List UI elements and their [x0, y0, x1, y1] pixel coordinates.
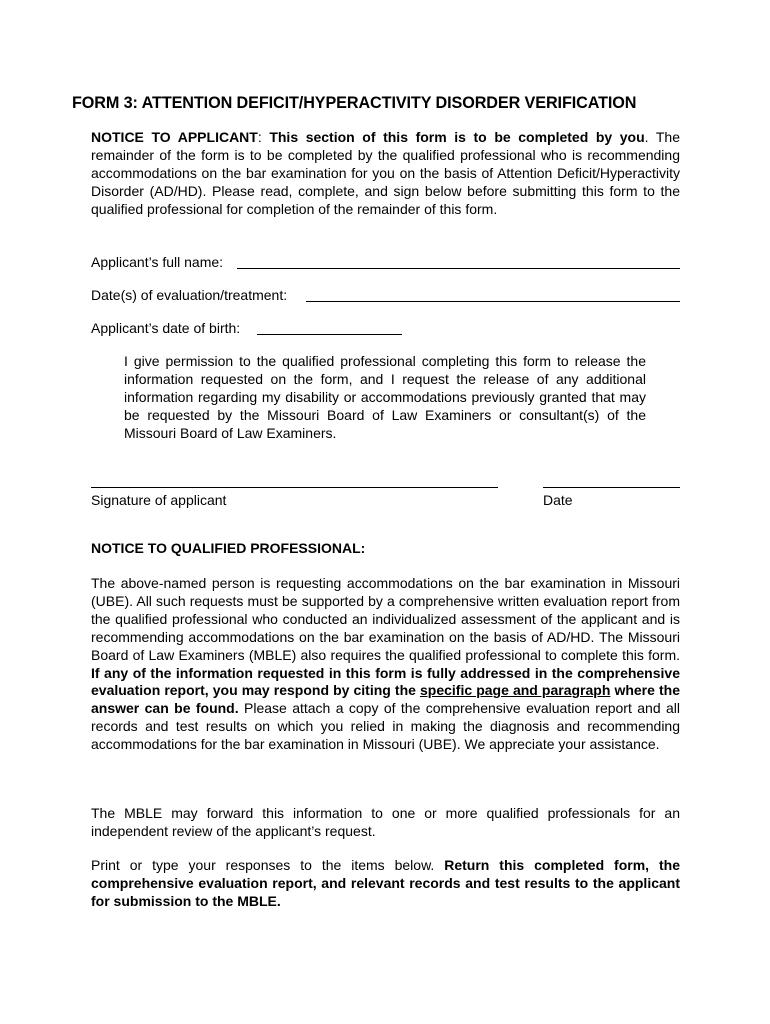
signature-date-label: Date — [543, 492, 573, 508]
professional-notice-text: The above-named person is requesting accommodations on the bar examination in Missouri (UBE). All such requests must be supported by a comprehensive written evaluation report from the qualified professional who conducted an individualized assessment of the applicant and is recommending accommodations on the bar examination on the basis of AD/HD. The Missouri Board of Law Examiners (MBLE) also requires the qualified professional to complete this form. — [91, 575, 680, 663]
professional-notice-paragraph — [91, 575, 680, 754]
mble-forward-paragraph: The MBLE may forward this information to one or more qualified professionals for an independent review of the applicant’s request. — [91, 805, 680, 839]
applicant-notice-paragraph — [91, 129, 680, 219]
professional-notice-heading: NOTICE TO QUALIFIED PROFESSIONAL: — [91, 540, 366, 556]
full-name-label: Applicant’s full name: — [91, 254, 224, 270]
applicant-notice-label: NOTICE TO APPLICANT — [91, 129, 258, 145]
professional-notice-emphasis-b: where the answer can be found. — [91, 682, 680, 717]
return-instructions-paragraph — [91, 857, 680, 911]
evaluation-dates-label: Date(s) of evaluation/treatment: — [91, 287, 288, 303]
applicant-notice-colon: : — [257, 129, 270, 145]
return-instructions-emphasis: Return this completed form, the comprehensive evaluation report, and relevant records and test results to the applicant for submission to the MBLE. — [91, 857, 680, 909]
signature-input-line[interactable] — [91, 487, 498, 488]
return-instructions-text: Print or type your responses to the items below. — [91, 857, 445, 873]
signature-date-input-line[interactable] — [543, 487, 680, 488]
form-title: FORM 3: ATTENTION DEFICIT/HYPERACTIVITY DISORDER VERIFICATION — [72, 94, 637, 112]
date-of-birth-label: Applicant’s date of birth: — [91, 320, 241, 336]
evaluation-dates-input-line[interactable] — [306, 301, 680, 302]
date-of-birth-input-line[interactable] — [257, 334, 402, 335]
applicant-notice-emphasis: This section of this form is to be completed by you — [269, 129, 645, 145]
professional-notice-tail: Please attach a copy of the comprehensive evaluation report and all records and test results on which you relied in making the diagnosis and recommending accommodations for the bar examination in Missouri (UBE). We appreciate your assistance. — [91, 700, 680, 753]
professional-notice-emphasis-a: If any of the information requested in this form is fully addressed in the comprehensive evaluation report, you may respond by citing the — [91, 664, 680, 699]
signature-label: Signature of applicant — [91, 492, 227, 508]
specific-page-paragraph-emphasis: specific page and paragraph — [419, 682, 611, 699]
full-name-input-line[interactable] — [237, 268, 680, 269]
permission-paragraph: I give permission to the qualified professional completing this form to release the information requested on the form, and I request the release of any additional information regarding my disability or accommodations previously granted that may be requested by the Missouri Board of Law Examiners or consultant(s) of the Missouri Board of Law Examiners. — [124, 353, 646, 441]
applicant-notice-body: . The remainder of the form is to be completed by the qualified professional who is recommending accommodations on the bar examination for you on the basis of Attention Deficit/Hyperactivity Disorder (AD/HD). Please read, complete, and sign below before submitting this form to the qualified professional for completion of the remainder of this form. — [91, 129, 681, 217]
